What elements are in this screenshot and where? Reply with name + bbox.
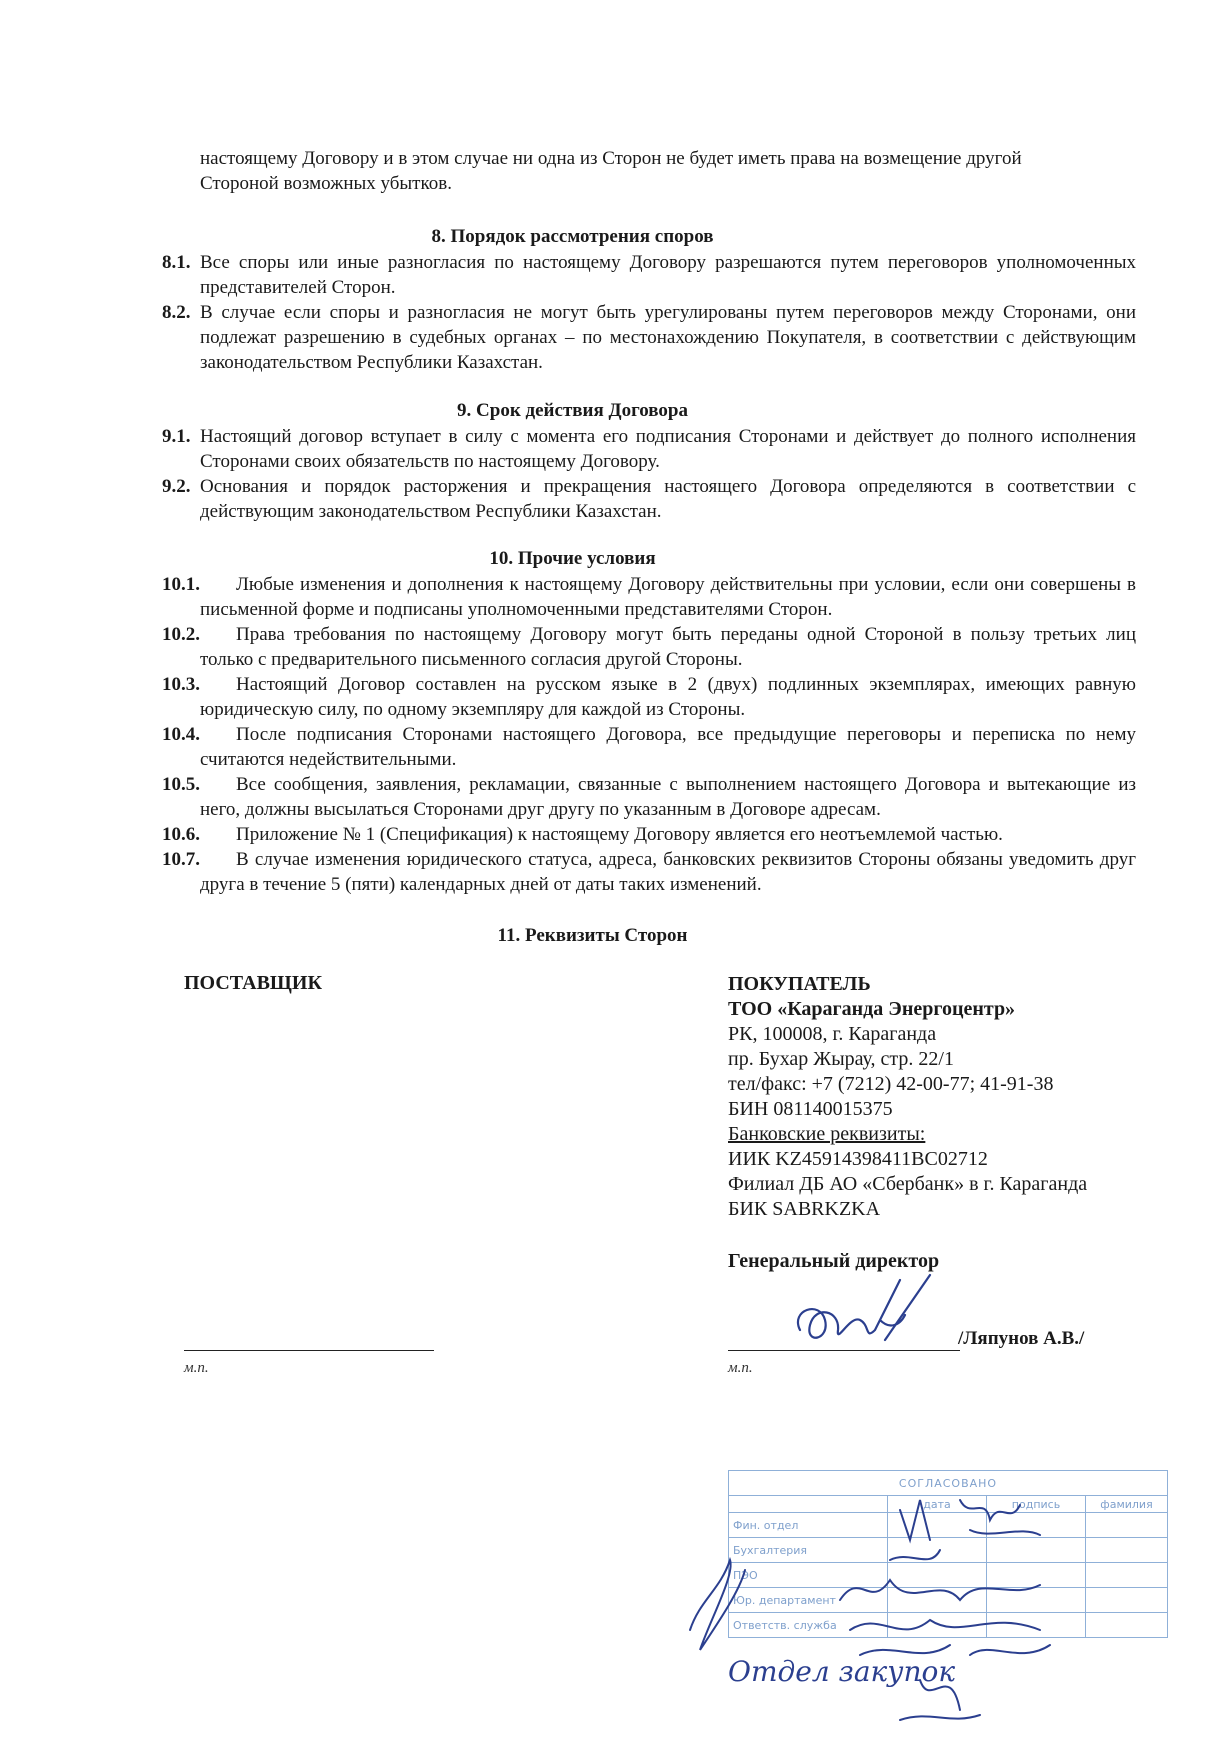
supplier-seal-mark: м.п. bbox=[184, 1360, 209, 1376]
clause-10-2 bbox=[162, 622, 1136, 672]
approval-signatures-icon bbox=[640, 1480, 1200, 1730]
director-title: Генеральный директор bbox=[728, 1250, 940, 1272]
intro-line-2: Стороной возможных убытков. bbox=[200, 173, 452, 194]
section-8-title: 8. Порядок рассмотрения споров bbox=[431, 226, 714, 247]
buyer-details bbox=[728, 972, 1158, 1222]
clause-number: 10.4. bbox=[162, 724, 200, 745]
clause-text: Любые изменения и дополнения к настоящему Договору действительны при условии, если они совершены в письменной форме и подписаны уполномоченными представителями Сторон. bbox=[200, 574, 1136, 620]
section-9-title: 9. Срок действия Договора bbox=[457, 400, 688, 421]
stamp-row-label: ПЭО bbox=[729, 1563, 888, 1588]
director-signature-icon bbox=[780, 1270, 960, 1360]
clause-number: 10.1. bbox=[162, 574, 200, 595]
clause-number: 9.1. bbox=[162, 426, 191, 447]
buyer-seal-mark: м.п. bbox=[728, 1360, 753, 1376]
handwritten-department: Отдел закупок bbox=[728, 1655, 956, 1688]
section-10-title: 10. Прочие условия bbox=[489, 548, 656, 569]
clause-8-2 bbox=[162, 300, 1136, 375]
clause-number: 8.1. bbox=[162, 252, 191, 273]
director-name: /Ляпунов А.В./ bbox=[958, 1328, 1085, 1349]
clause-text: В случае изменения юридического статуса, адреса, банковских реквизитов Стороны обязаны уведомить друг друга в течение 5 (пяти) календарных дней от даты таких изменений. bbox=[200, 849, 1136, 895]
buyer-bin: БИН 081140015375 bbox=[728, 1098, 893, 1120]
clause-number: 10.5. bbox=[162, 774, 200, 795]
buyer-bank: Филиал ДБ АО «Сбербанк» в г. Караганда bbox=[728, 1173, 1088, 1195]
supplier-label: ПОСТАВЩИК bbox=[184, 972, 322, 994]
clause-10-3 bbox=[162, 672, 1136, 722]
buyer-bik: БИК SABRKZKA bbox=[728, 1198, 881, 1220]
clause-text: В случае если споры и разногласия не могут быть урегулированы путем переговоров между Сторонами, они подлежат разрешению в судебных органах – по местонахождению Покупателя, в соответствии с действующим законодательством Республики Казахстан. bbox=[200, 302, 1136, 373]
clause-text: Приложение № 1 (Спецификация) к настоящему Договору является его неотъемлемой частью. bbox=[236, 824, 1003, 845]
clause-number: 10.7. bbox=[162, 849, 200, 870]
buyer-signature-line bbox=[728, 1350, 960, 1351]
clause-text: Все сообщения, заявления, рекламации, связанные с выполнением настоящего Договора и вытекающие из него, должны высылаться Сторонами друг другу по указанным в Договоре адресам. bbox=[200, 774, 1136, 820]
clause-9-2 bbox=[162, 474, 1136, 524]
buyer-bank-label: Банковские реквизиты: bbox=[728, 1123, 926, 1145]
stamp-row-label: Бухгалтерия bbox=[729, 1538, 888, 1563]
clause-text: Основания и порядок расторжения и прекращения настоящего Договора определяются в соответствии с действующим законодательством Республики Казахстан. bbox=[200, 476, 1136, 522]
clause-10-7 bbox=[162, 847, 1136, 897]
clause-number: 10.6. bbox=[162, 824, 200, 845]
clause-text: Настоящий Договор составлен на русском языке в 2 (двух) подлинных экземплярах, имеющих равную юридическую силу, по одному экземпляру для каждой из Стороны. bbox=[200, 674, 1136, 720]
clause-number: 8.2. bbox=[162, 302, 191, 323]
buyer-iik: ИИК KZ45914398411BC02712 bbox=[728, 1148, 988, 1170]
clause-10-6 bbox=[162, 822, 1136, 847]
stamp-row-label: Юр. департамент bbox=[729, 1588, 888, 1613]
stamp-col-date: дата bbox=[888, 1496, 987, 1513]
stamp-row-label: Фин. отдел bbox=[729, 1513, 888, 1538]
clause-number: 10.2. bbox=[162, 624, 200, 645]
stamp-col-surname: фамилия bbox=[1086, 1496, 1168, 1513]
stamp-title: СОГЛАСОВАНО bbox=[729, 1471, 1168, 1496]
clause-text: Настоящий договор вступает в силу с момента его подписания Сторонами и действует до полного исполнения Сторонами своих обязательств по настоящему Договору. bbox=[200, 426, 1136, 472]
stamp-col-signature: подпись bbox=[987, 1496, 1086, 1513]
buyer-label: ПОКУПАТЕЛЬ bbox=[728, 973, 871, 995]
clause-9-1 bbox=[162, 424, 1136, 474]
clause-number: 9.2. bbox=[162, 476, 191, 497]
supplier-signature-line bbox=[184, 1350, 434, 1351]
clause-number: 10.3. bbox=[162, 674, 200, 695]
clause-10-4 bbox=[162, 722, 1136, 772]
buyer-phone: тел/факс: +7 (7212) 42-00-77; 41-91-38 bbox=[728, 1073, 1054, 1095]
section-11-title: 11. Реквизиты Сторон bbox=[497, 925, 688, 946]
intro-line-1: настоящему Договору и в этом случае ни одна из Сторон не будет иметь права на возмещение другой bbox=[200, 148, 1022, 169]
clause-10-5 bbox=[162, 772, 1136, 822]
buyer-address-1: РК, 100008, г. Караганда bbox=[728, 1023, 937, 1045]
clause-10-1 bbox=[162, 572, 1136, 622]
buyer-address-2: пр. Бухар Жырау, стр. 22/1 bbox=[728, 1048, 954, 1070]
intro-text bbox=[200, 146, 1136, 196]
clause-text: После подписания Сторонами настоящего Договора, все предыдущие переговоры и переписка по нему считаются недействительными. bbox=[200, 724, 1136, 770]
clause-8-1 bbox=[162, 250, 1136, 300]
stamp-row-label: Ответств. служба bbox=[729, 1613, 888, 1638]
clause-text: Все споры или иные разногласия по настоящему Договору разрешаются путем переговоров уполномоченных представителей Сторон. bbox=[200, 252, 1136, 298]
buyer-company: ТОО «Караганда Энергоцентр» bbox=[728, 998, 1016, 1020]
clause-text: Права требования по настоящему Договору могут быть переданы одной Стороной в пользу третьих лиц только с предварительного письменного согласия другой Стороны. bbox=[200, 624, 1136, 670]
